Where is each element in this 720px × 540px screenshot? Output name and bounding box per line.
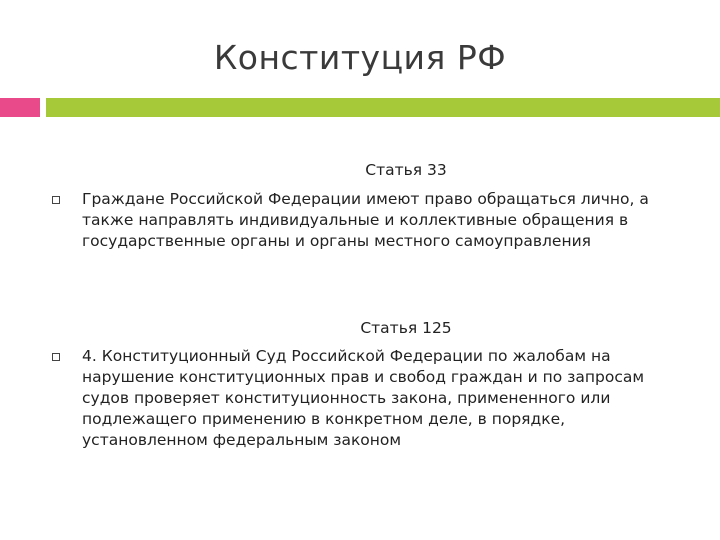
accent-bar-green: [46, 98, 720, 117]
accent-bar-pink: [0, 98, 40, 117]
article-33-text: Граждане Российской Федерации имеют право обращаться лично, а также направлять индивидуальные и коллективные обращения в государственные органы и органы местного самоуправления: [82, 190, 649, 250]
slide-title: Конституция РФ: [213, 38, 507, 77]
article-125-text: 4. Конституционный Суд Российской Федерации по жалобам на нарушение конституционных прав и свобод граждан и по запросам судов проверяет конституционность закона, примененного или подлежащего применению в конкретном деле, в порядке, установленном федеральным законом: [82, 347, 645, 449]
square-bullet-icon: [52, 196, 60, 204]
square-bullet-icon: [52, 353, 60, 361]
article-33-heading: Статья 33: [365, 161, 447, 179]
article-125-heading: Статья 125: [360, 319, 452, 337]
